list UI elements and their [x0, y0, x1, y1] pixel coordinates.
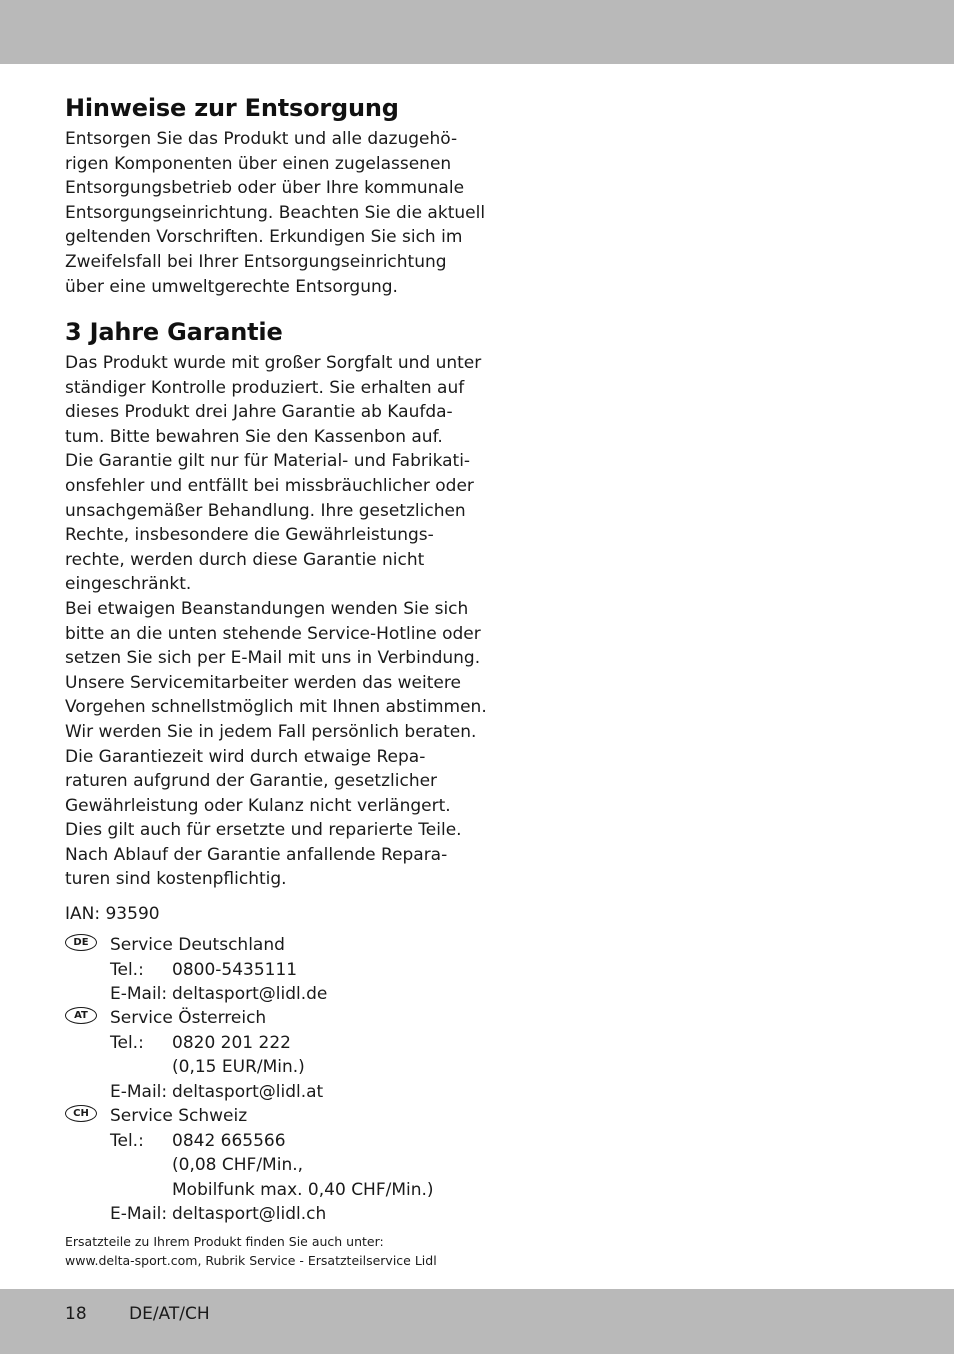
country-badge-at: AT [65, 1007, 97, 1024]
spare-parts-note: Ersatzteile zu Ihrem Produkt finden Sie auch unter: www.delta-sport.com, Rubrik Service - Ersatzteilservice Lidl [65, 1234, 437, 1268]
warranty-text: Das Produkt wurde mit großer Sorgfalt und unter ständiger Kontrolle produziert. Sie erhalten auf dieses Produkt drei Jahre Garantie ab Kaufda- tum. Bitte bewahren Sie den Kassenbon auf. Die Garantie gilt nur für Material- und Fabrikati- onsfehler und entfällt bei missbräuchlicher oder unsachgemäßer Behandlung. Ihre gesetzlichen Rechte, insbesondere die Gewährleistungs- rechte, werden durch diese Garantie nicht eingeschränkt. Bei etwaigen Beanstandungen wenden Sie sich bitte an die unten stehende Service-Hotline oder setzen Sie sich per E-Mail mit uns in Verbindung. Unsere Servicemitarbeiter werden das weitere Vorgehen schnellstmöglich mit Ihnen abstimmen. Wir werden Sie in jedem Fall persönlich beraten. Die Garantiezeit wird durch etwaige Repa- raturen aufgrund der Garantie, gesetzlicher Gewährleistung oder Kulanz nicht verlängert. Dies gilt auch für ersetzte und reparierte Teile. Nach Ablauf der Garantie anfallende Repara- turen sind kostenpflichtig. [65, 353, 487, 890]
page-footer [65, 1302, 210, 1326]
tel-ch: 0842 665566 [172, 1130, 286, 1151]
warranty-heading: 3 Jahre Garantie [65, 318, 283, 346]
email-label: E-Mail: [110, 984, 168, 1005]
page-number: 18 [65, 1304, 87, 1324]
email-at: deltasport@lidl.at [172, 1081, 324, 1102]
country-badge-ch: CH [65, 1105, 97, 1122]
disposal-heading: Hinweise zur Entsorgung [65, 94, 399, 122]
disposal-text: Entsorgen Sie das Produkt und alle dazugehö- rigen Komponenten über einen zugelassenen Entsorgungsbetrieb oder über Ihre kommunale Entsorgungseinrichtung. Beachten Sie die aktuell geltenden Vorschriften. Erkundigen Sie sich im Zweifelsfall bei Ihrer Entsorgungseinrichtung über eine umweltgerechte Entsorgung. [65, 129, 486, 297]
header-band [0, 0, 954, 64]
tel-note-ch-1: (0,08 CHF/Min., [172, 1155, 304, 1176]
disposal-section [65, 93, 486, 299]
tel-note-ch-2: Mobilfunk max. 0,40 CHF/Min.) [172, 1179, 434, 1200]
email-label: E-Mail: [110, 1081, 168, 1102]
service-title-at: Service Österreich [110, 1008, 267, 1028]
service-title-ch: Service Schweiz [110, 1106, 248, 1126]
tel-de: 0800-5435111 [172, 959, 298, 980]
warranty-section [65, 317, 487, 892]
country-badge-de: DE [65, 934, 97, 951]
ian-number: IAN: 93590 [65, 904, 160, 924]
service-title-de: Service Deutschland [110, 935, 285, 955]
tel-label: Tel.: [110, 1032, 144, 1053]
tel-label: Tel.: [110, 1130, 144, 1151]
tel-note-at: (0,15 EUR/Min.) [172, 1057, 305, 1078]
email-de: deltasport@lidl.de [172, 984, 328, 1005]
language-codes: DE/AT/CH [129, 1304, 210, 1324]
email-label: E-Mail: [110, 1204, 168, 1225]
tel-label: Tel.: [110, 959, 144, 980]
tel-at: 0820 201 222 [172, 1032, 291, 1053]
email-ch: deltasport@lidl.ch [172, 1204, 327, 1225]
